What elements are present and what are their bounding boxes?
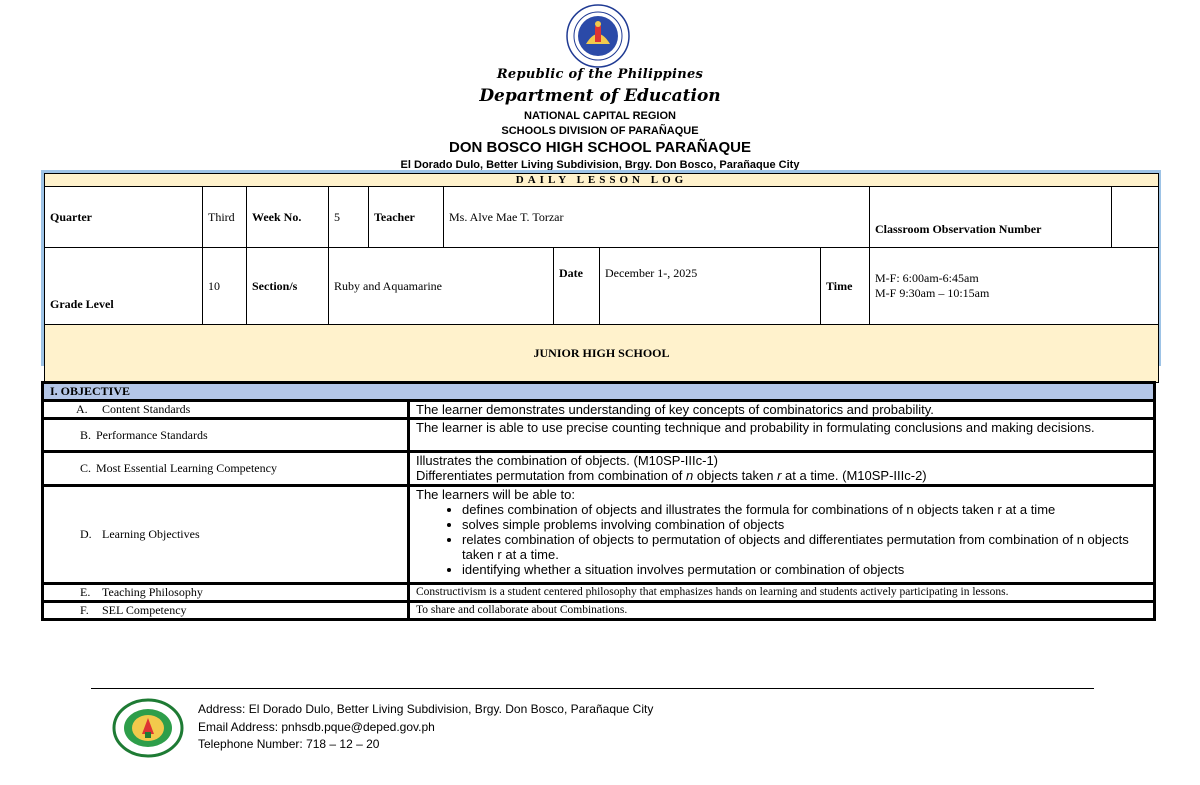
date-label: Date [554,248,600,325]
teacher-label: Teacher [369,187,444,248]
sel-competency-text: To share and collaborate about Combinations. [409,602,1155,620]
melc-text [409,452,1155,486]
daily-lesson-log [41,170,1161,366]
footer-email: Email Address: pnhsdb.pque@deped.gov.ph [198,720,435,734]
melc-line-2: Differentiates permutation from combination of n objects taken r at a time. (M10SP-IIIc-2) [416,468,927,483]
footer-divider [91,688,1094,689]
time-label: Time [821,248,870,325]
school-address: El Dorado Dulo, Better Living Subdivision, Brgy. Don Bosco, Parañaque City [400,159,800,170]
label-letter: E. [80,585,91,599]
sel-competency-label: F. SEL Competency [43,602,409,620]
week-label: Week No. [247,187,329,248]
deped-seal [566,4,630,68]
teacher-value: Ms. Alve Mae T. Torzar [444,187,870,248]
region-line: NATIONAL CAPITAL REGION [524,110,676,122]
republic-line: Republic of the Philippines [496,67,704,82]
melc-line-1: Illustrates the combination of objects. (M10SP-IIIc-1) [416,453,719,468]
objective-heading: I. OBJECTIVE [43,383,1155,401]
objectives-intro: The learners will be able to: [416,487,575,502]
objectives-table [41,381,1156,621]
label-letter: D. [80,527,92,541]
observation-value [1112,187,1159,248]
melc-label: C. Most Essential Learning Competency [43,452,409,486]
section-label: Section/s [247,248,329,325]
grade-label: Grade Level [45,248,203,325]
grade-value: 10 [203,248,247,325]
performance-standards-label: B. Performance Standards [43,419,409,452]
label-letter: A. [76,402,88,416]
list-item: • solves simple problems involving combination of objects [462,517,1147,532]
section-value: Ruby and Aquamarine [329,248,554,325]
label-letter: B. [80,427,92,442]
school-name: DON BOSCO HIGH SCHOOL PARAÑAQUE [449,139,751,156]
observation-label: Classroom Observation Number [870,187,1112,248]
time-value [870,248,1159,325]
content-standards-label: A. Content Standards [43,401,409,419]
dll-title: DAILY LESSON LOG [45,174,1159,187]
school-level: JUNIOR HIGH SCHOOL [45,325,1159,383]
footer-address: Address: El Dorado Dulo, Better Living Subdivision, Brgy. Don Bosco, Parañaque City [198,702,654,716]
week-value: 5 [329,187,369,248]
list-item: • defines combination of objects and illustrates the formula for combinations of n objects taken r at a time [462,502,1147,517]
department-line: Department of Education [479,86,721,106]
time-line-2: M-F 9:30am – 10:15am [875,286,990,300]
footer-phone: Telephone Number: 718 – 12 – 20 [198,737,380,751]
quarter-label: Quarter [45,187,203,248]
quarter-value: Third [203,187,247,248]
date-value: December 1-, 2025 [600,248,821,325]
time-line-1: M-F: 6:00am-6:45am [875,271,979,285]
teaching-philosophy-text: Constructivism is a student centered philosophy that emphasizes hands on learning and students actively participating in lessons. [409,584,1155,602]
list-item: • relates combination of objects to permutation of objects and differentiates permutation from combination of n objects taken r at a time. [462,532,1147,562]
division-line: SCHOOLS DIVISION OF PARAÑAQUE [501,125,699,137]
content-standards-text: The learner demonstrates understanding of key concepts of combinatorics and probability. [409,401,1155,419]
list-item: • identifying whether a situation involves permutation or combination of objects [462,562,1147,577]
school-logo [112,698,184,758]
learning-objectives-label: D. Learning Objectives [43,486,409,584]
label-letter: F. [80,603,89,617]
performance-standards-text: The learner is able to use precise counting technique and probability in formulating conclusions and making decisions. [409,419,1155,452]
learning-objectives-text [409,486,1155,584]
objectives-list [416,502,1147,577]
teaching-philosophy-label: E. Teaching Philosophy [43,584,409,602]
label-letter: C. [80,461,92,475]
